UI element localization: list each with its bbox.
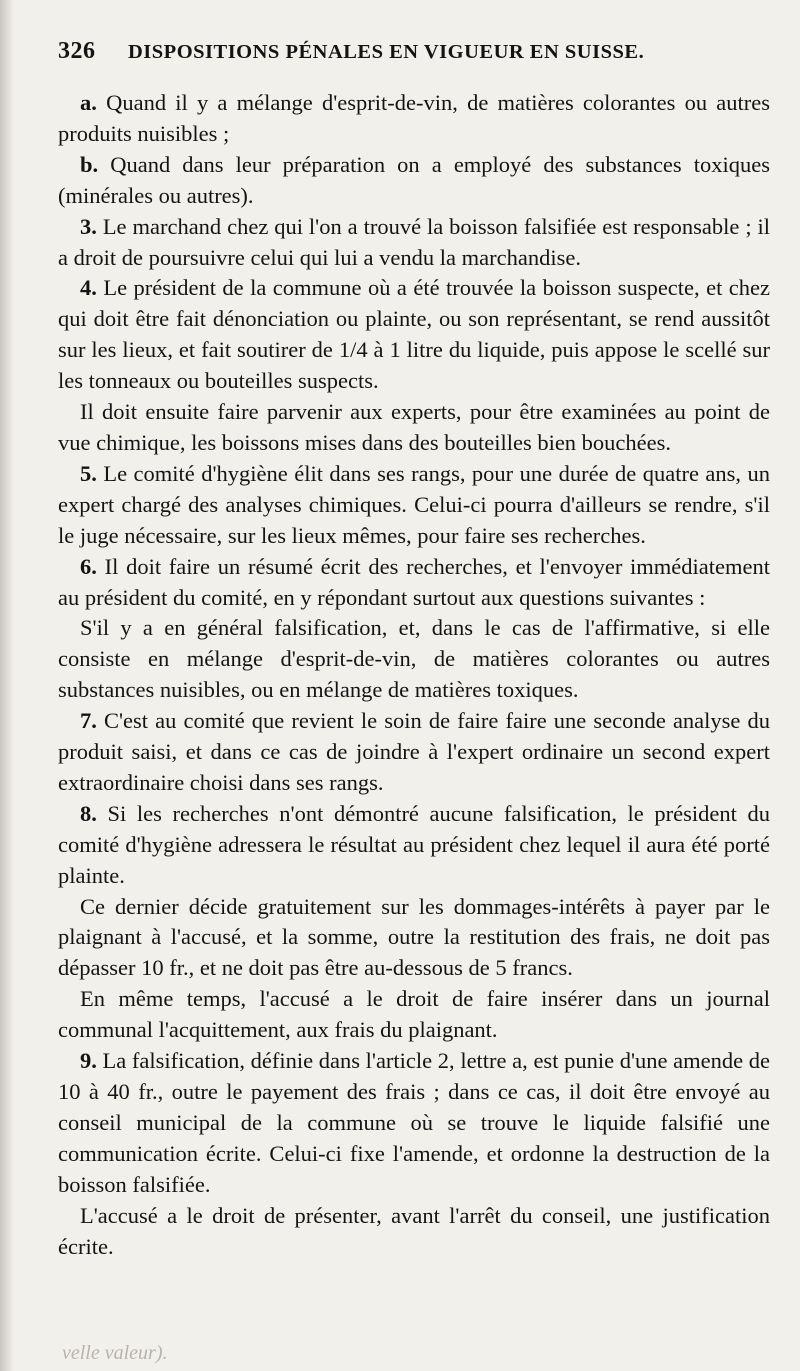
paragraph	[58, 799, 770, 892]
paragraph-text: S'il y a en général falsification, et, dans le cas de l'affirmative, si elle consiste en mélange d'esprit-de-vin, de matières colorantes ou autres substances nuisibles, ou en mélange de matières toxiques.	[58, 615, 770, 703]
paragraph-number: 3.	[80, 213, 97, 239]
paragraph-text: La falsification, définie dans l'article 2, lettre a, est punie d'une amende de 10 à 40 fr., outre le payement des frais ; dans ce cas, il doit être envoyé au conseil municipal de la commune où se trouve le liquide falsifié une communication écrite. Celui-ci fixe l'amende, et ordonne la destruction de la boisson falsifiée.	[58, 1048, 771, 1197]
paragraph	[58, 212, 770, 274]
paragraph	[58, 459, 770, 552]
paragraph-text: L'accusé a le droit de présenter, avant l'arrêt du conseil, une justification écrite.	[58, 1202, 770, 1259]
paragraph-text: Le président de la commune où a été trouvée la boisson suspecte, et chez qui doit être fait dénonciation ou plainte, ou son représentant, se rend aussitôt sur les lieux, et fait soutirer de 1/4 à 1 litre du liquide, puis appose le scellé sur les tonneaux ou bouteilles suspects.	[58, 275, 770, 394]
paragraph-number: 7.	[80, 708, 97, 734]
paragraph-number: a.	[80, 90, 97, 115]
paragraph-number: b.	[80, 151, 99, 177]
paragraph	[58, 150, 770, 212]
paragraph-number: 8.	[80, 800, 97, 826]
paragraph-text: Le marchand chez qui l'on a trouvé la boisson falsifiée est responsable ; il a droit de poursuivre celui qui lui a vendu la marchandise.	[58, 213, 770, 270]
paragraph-text: Quand il y a mélange d'esprit-de-vin, de matières colorantes ou autres produits nuisibles ;	[58, 90, 770, 146]
paragraph	[58, 88, 770, 150]
paragraph-text: C'est au comité que revient le soin de faire faire une seconde analyse du produit saisi, et dans ce cas de joindre à l'expert ordinaire un second expert extraordinaire choisi dans ses rangs.	[58, 708, 771, 795]
paragraph	[58, 552, 770, 614]
paragraph-number: 9.	[80, 1048, 97, 1074]
paragraph-text: Si les recherches n'ont démontré aucune falsification, le président du comité d'hygiène adressera le résultat au président chez lequel il aura été porté plainte.	[58, 800, 771, 888]
paragraph-text: Ce dernier décide gratuitement sur les dommages-intérêts à payer par le plaignant à l'accusé, et la somme, outre la restitution des frais, ne doit pas dépasser 10 fr., et ne doit pas être au-dessous de 5 francs.	[58, 893, 770, 981]
running-title: DISPOSITIONS PÉNALES EN VIGUEUR EN SUISSE.	[128, 41, 645, 63]
paragraph-number: 5.	[80, 460, 97, 486]
bleed-through-text: velle valeur).	[62, 1342, 168, 1364]
paragraph-number: 6.	[80, 553, 97, 579]
paragraph-number: 4.	[80, 275, 97, 301]
paragraph	[58, 892, 770, 985]
page-number: 326	[58, 38, 96, 64]
paragraph-text: En même temps, l'accusé a le droit de faire insérer dans un journal communal l'acquittement, aux frais du plaignant.	[58, 986, 770, 1043]
paragraph	[58, 984, 770, 1046]
paragraph	[58, 706, 770, 799]
paragraph	[58, 273, 770, 397]
binding-shadow	[0, 0, 14, 1371]
paragraph-text: Il doit faire un résumé écrit des recherches, et l'envoyer immédiatement au président du comité, en y répondant surtout aux questions suivantes :	[58, 553, 771, 610]
paragraph	[58, 1201, 770, 1263]
paragraph	[58, 1046, 770, 1201]
paragraph-text: Quand dans leur préparation on a employé des substances toxiques (minérales ou autres).	[58, 151, 770, 208]
paragraph-text: Le comité d'hygiène élit dans ses rangs, pour une durée de quatre ans, un expert chargé des analyses chimiques. Celui-ci pourra d'ailleurs se rendre, s'il le juge nécessaire, sur les lieux mêmes, pour faire ses recherches.	[58, 460, 770, 548]
body-text	[58, 88, 770, 1262]
paragraph	[58, 397, 770, 459]
page-header	[58, 38, 770, 72]
paragraph-text: Il doit ensuite faire parvenir aux experts, pour être examinées au point de vue chimique, les boissons mises dans des bouteilles bien bouchées.	[58, 399, 770, 455]
paragraph	[58, 613, 770, 706]
